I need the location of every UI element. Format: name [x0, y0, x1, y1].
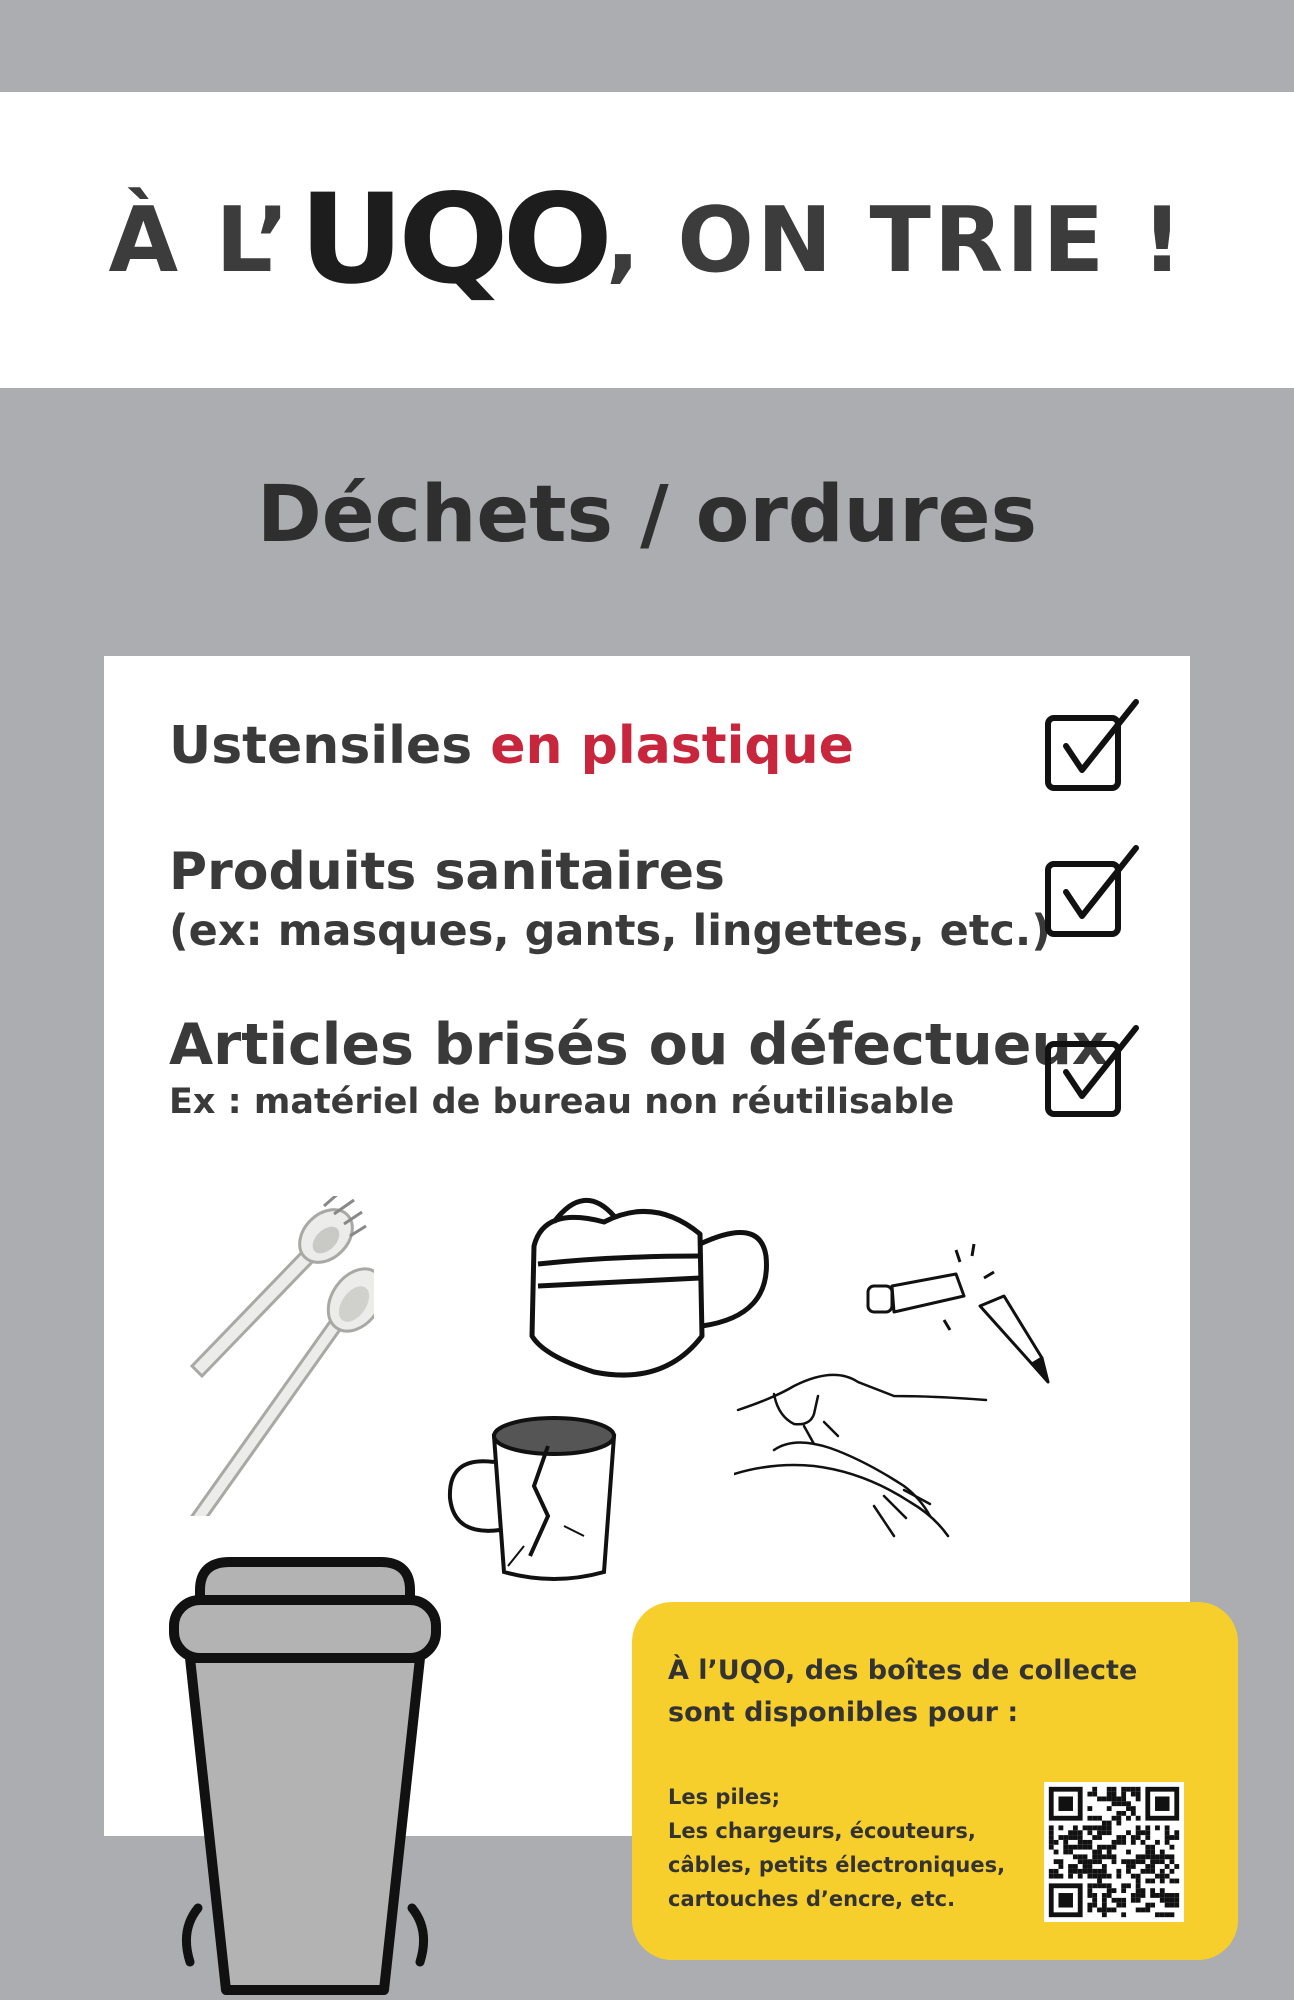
checkbox-checked-icon — [1040, 696, 1140, 796]
uqo-logo: UQO — [298, 168, 608, 312]
info-list-item: Les piles; — [668, 1785, 781, 1809]
trash-bin-icon — [160, 1550, 450, 2000]
checkbox-checked-icon — [1040, 842, 1140, 942]
info-list-item: cartouches d’encre, etc. — [668, 1887, 956, 1911]
title-prefix: À L’ — [108, 187, 293, 293]
info-list-item: câbles, petits électroniques, — [668, 1853, 1006, 1877]
gloved-hands-icon — [734, 1366, 994, 1546]
plastic-utensils-icon — [184, 1196, 374, 1516]
item-title — [169, 716, 854, 776]
checkbox-checked-icon — [1040, 1022, 1140, 1122]
item-subtitle: (ex: masques, gants, lingettes, etc.) — [169, 906, 1051, 956]
section-heading: Déchets / ordures — [256, 470, 1038, 560]
title-suffix: , ON TRIE ! — [605, 187, 1186, 293]
item-title-main: Ustensiles — [169, 716, 473, 776]
info-heading — [668, 1650, 1188, 1734]
title-band — [0, 92, 1294, 388]
item-subtitle: Ex : matériel de bureau non réutilisable — [169, 1082, 955, 1122]
face-mask-icon — [524, 1186, 774, 1386]
poster-title — [108, 168, 1185, 312]
qr-code-graphic — [1044, 1782, 1184, 1922]
item-title: Produits sanitaires — [169, 842, 725, 902]
item-plastic-utensils — [169, 716, 854, 776]
item-title: Articles brisés ou défectueux — [169, 1012, 1109, 1078]
broken-mug-icon — [444, 1406, 644, 1586]
item-sanitary-products — [169, 842, 1051, 956]
item-title-accent: en plastique — [490, 716, 854, 776]
info-box — [632, 1602, 1238, 1960]
info-list — [668, 1780, 1008, 1916]
info-list-item: Les chargeurs, écouteurs, — [668, 1819, 976, 1843]
qr-code-icon[interactable] — [1044, 1782, 1184, 1922]
item-broken-articles — [169, 1012, 1109, 1122]
info-heading-line: sont disponibles pour : — [668, 1697, 1019, 1728]
info-heading-line: À l’UQO, des boîtes de collecte — [668, 1655, 1138, 1686]
